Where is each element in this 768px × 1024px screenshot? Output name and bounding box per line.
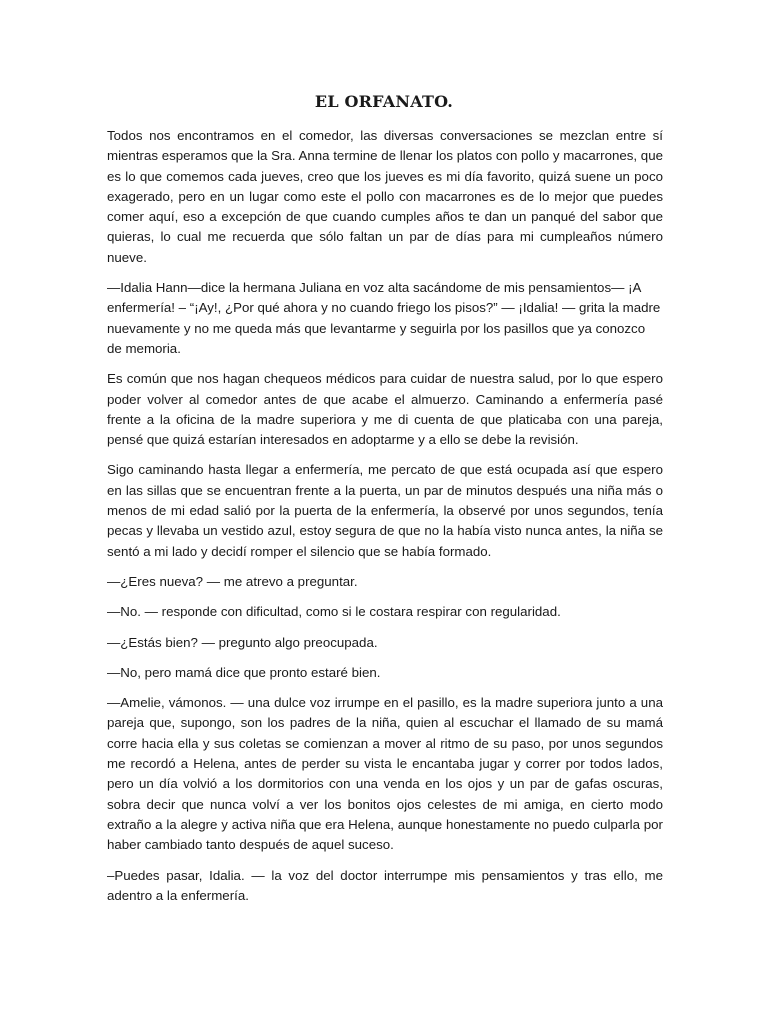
dialogue-line-2: —No. — responde con dificultad, como si le costara respirar con regularidad. <box>107 604 561 620</box>
paragraph-comedor: Todos nos encontramos en el comedor, las diversas conversaciones se mezclan entre sí mientras esperamos que la Sra. Anna termine de llenar los platos con pollo y macarrones, que es lo que comemos cada jueves, creo que los jueves es mi día favorito, quizá suene un poco exagerado, pero en un lugar como este el pollo con macarrones es de lo mejor que puedes comer aquí, eso a excepción de que cuando cumples años te dan un panqué del sabor que quieras, lo cual me recuerda que sólo faltan un par de días para mi cumpleaños número nueve. <box>107 128 663 265</box>
paragraph-enfermeria-llamado: —Idalia Hann—dice la hermana Juliana en voz alta sacándome de mis pensamientos— ¡A enfermería! – “¡Ay!, ¿Por qué ahora y no cuando friego los pisos?” — ¡Idalia! — grita la madre nuevamente y no me queda más que levantarme y seguirla por los pasillos que ya conozco de memoria. <box>107 280 661 356</box>
dialogue-line-4: —No, pero mamá dice que pronto estaré bien. <box>107 664 381 680</box>
document-title: EL ORFANATO. <box>314 92 454 111</box>
paragraph-amelie-helena: —Amelie, vámonos. — una dulce voz irrumpe en el pasillo, es la madre superiora junto a una pareja que, supongo, son los padres de la niña, quien al escuchar el llamado de su mamá corre hacia ella y sus coletas se comienzan a mover al ritmo de su paso, por unos segundos me recordó a Helena, antes de perder su vista le encantaba jugar y correr por todos lados, pero un día volvió a los dormitorios con una venda en los ojos y un par de gafas oscuras, sobra decir que nunca volví a ver los bonitos ojos celestes de mi amiga, en cierto modo extraño a la alegre y activa niña que era Helena, aunque honestamente no puedo culparla por haber cambiado tanto después de aquel suceso. <box>107 695 663 853</box>
document-body <box>107 126 663 916</box>
dialogue-line-1: —¿Eres nueva? — me atrevo a preguntar. <box>107 573 358 589</box>
paragraph-sala-espera: Sigo caminando hasta llegar a enfermería, me percato de que está ocupada así que espero en las sillas que se encuentran frente a la puerta, un par de minutos después una niña más o menos de mi edad salió por la puerta de la enfermería, la observé por unos segundos, tenía pecas y llevaba un vestido azul, estoy segura de que no la había visto nunca antes, la niña se sentó a mi lado y decidí romper el silencio que se había formado. <box>107 462 663 559</box>
paragraph-chequeos: Es común que nos hagan chequeos médicos para cuidar de nuestra salud, por lo que espero poder volver al comedor antes de que acabe el almuerzo. Caminando a enfermería pasé frente a la oficina de la madre superiora y me di cuenta de que platicaba con una pareja, pensé que quizá estarían interesados en adoptarme y a ello se debe la revisión. <box>107 371 663 448</box>
dialogue-line-3: —¿Estás bien? — pregunto algo preocupada. <box>107 634 378 650</box>
paragraph-doctor: –Puedes pasar, Idalia. — la voz del doctor interrumpe mis pensamientos y tras ello, me adentro a la enfermería. <box>107 867 663 903</box>
